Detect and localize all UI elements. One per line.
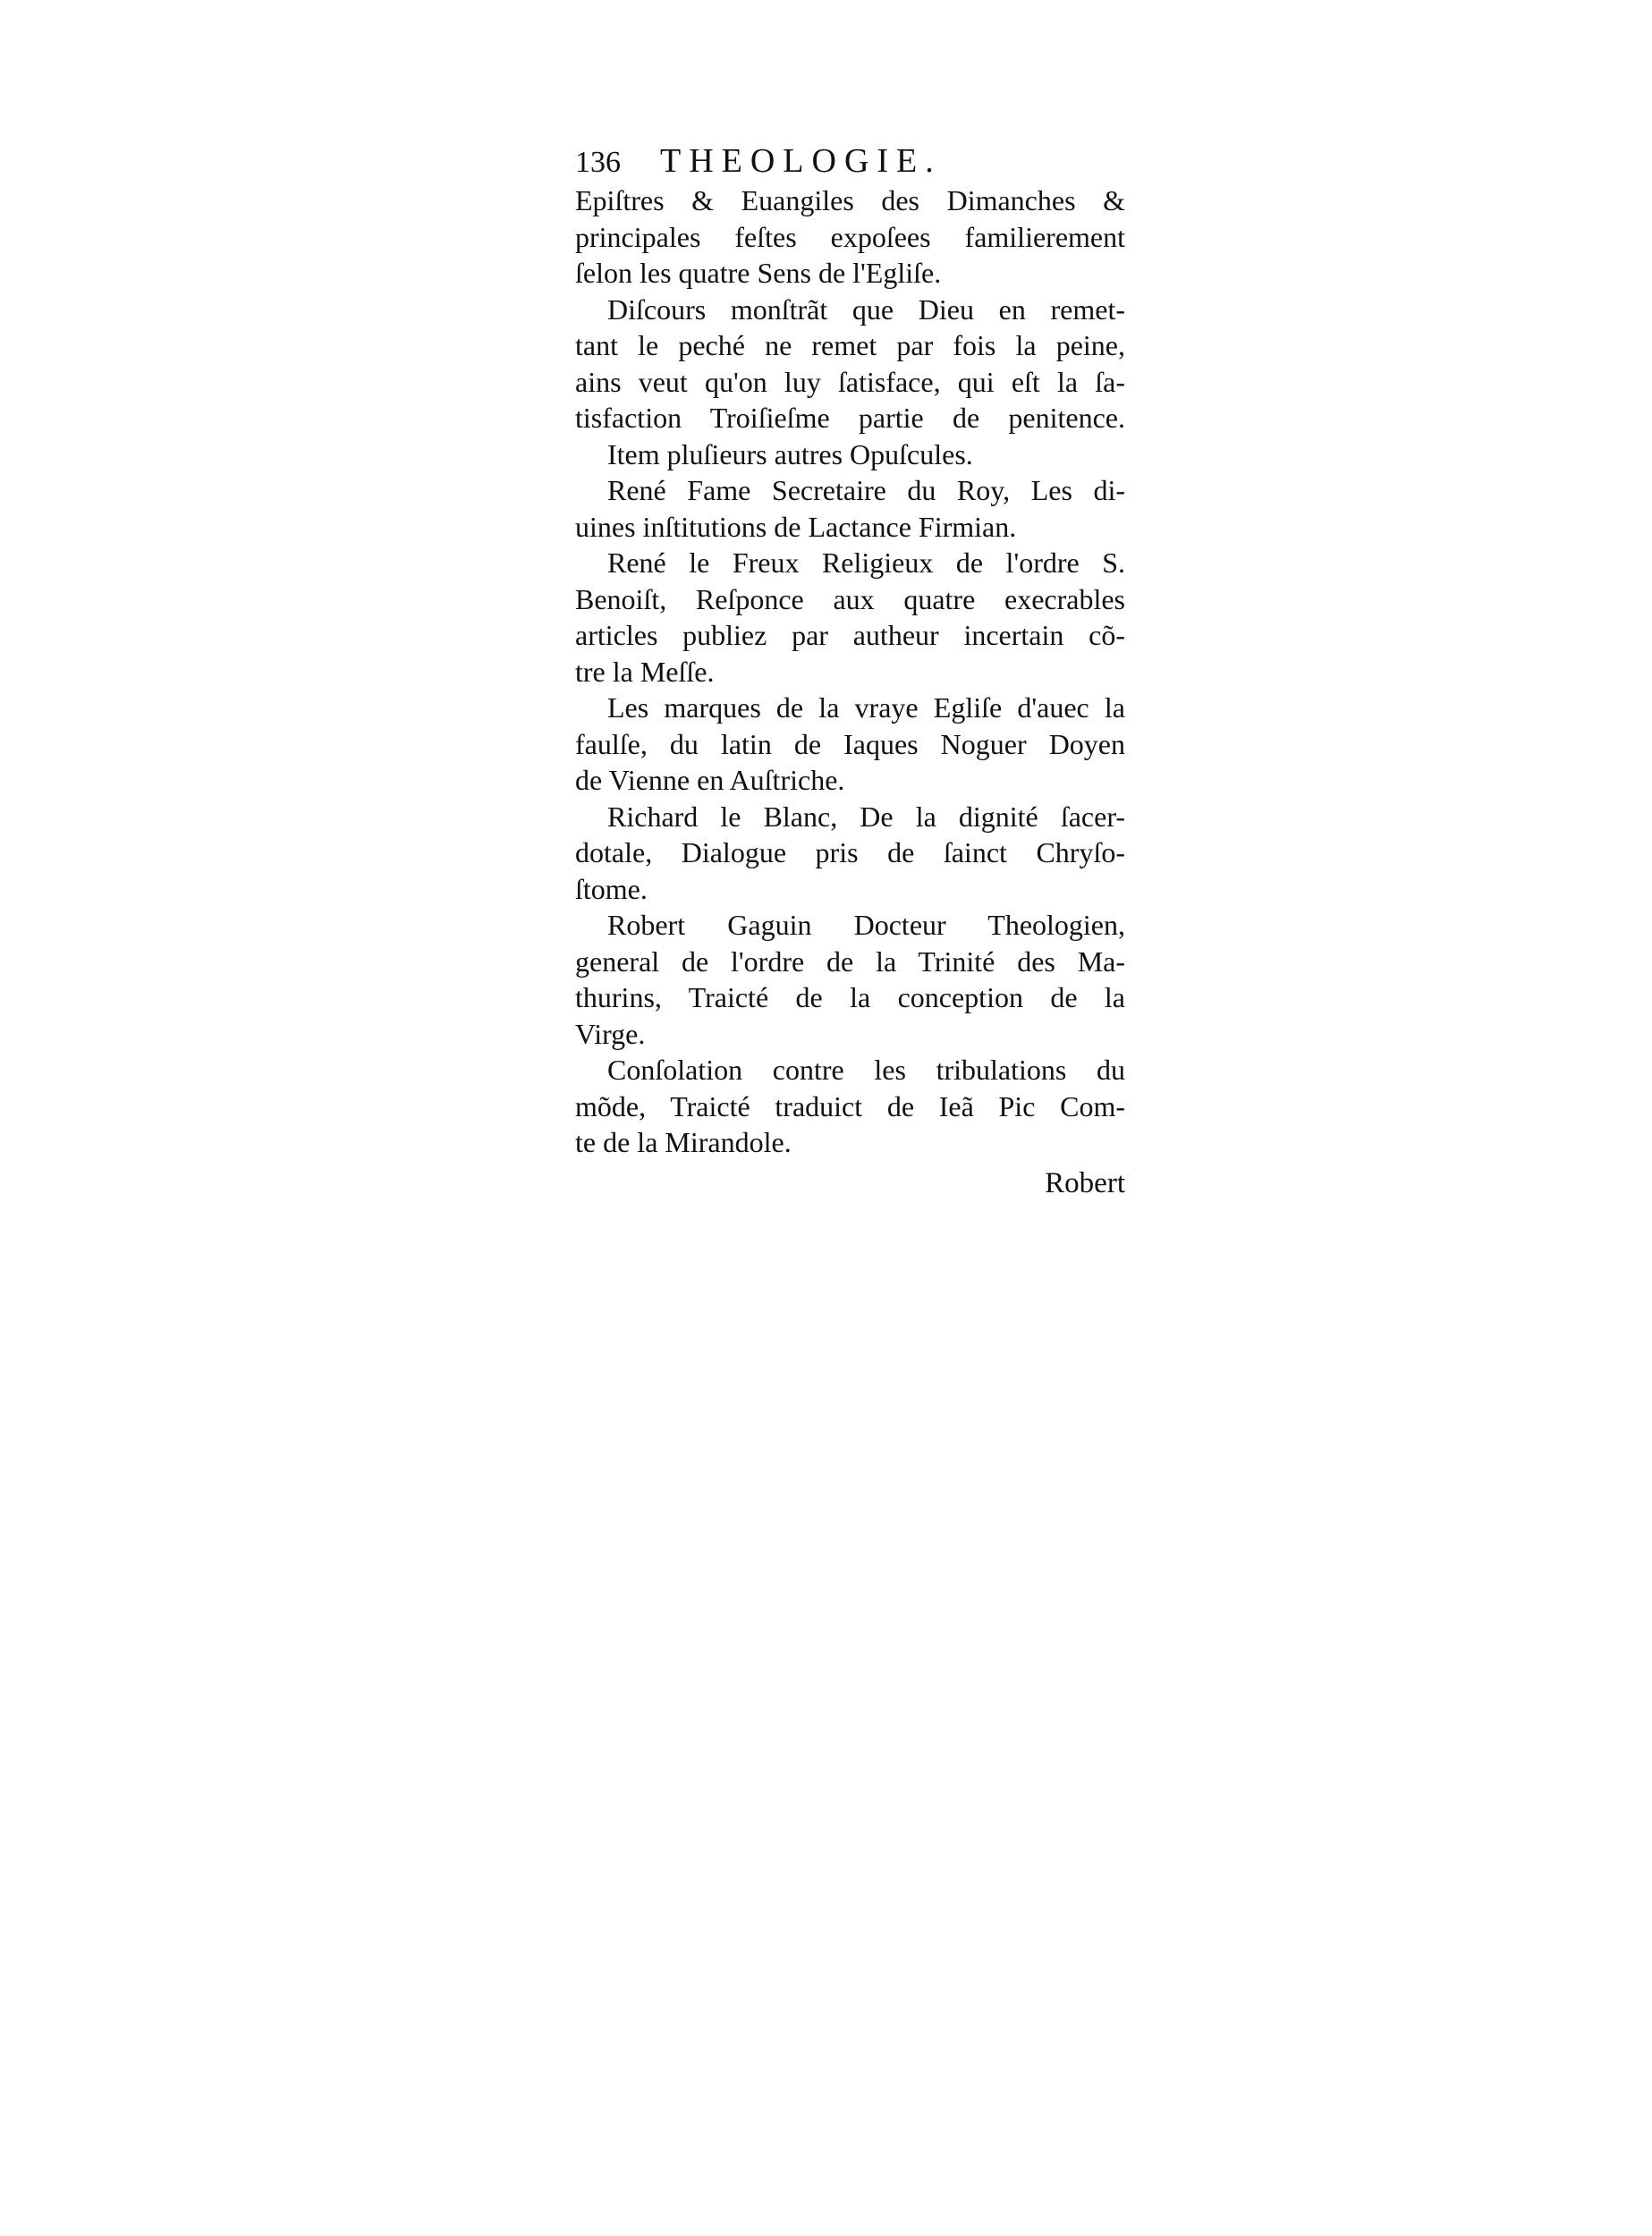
text-line: Benoiſt, Reſponce aux quatre execrables bbox=[575, 582, 1125, 615]
page-header bbox=[575, 141, 1125, 179]
entry-marques bbox=[575, 690, 1125, 799]
text-line: uines inſtitutions de Lactance Firmian. bbox=[575, 510, 1017, 543]
text-line: Robert Gaguin Docteur Theologien, bbox=[607, 909, 1125, 941]
text-line: mõde, Traicté traduict de Ieã Pic Com- bbox=[575, 1089, 1125, 1122]
text-line: thurins, Traicté de la conception de la bbox=[575, 981, 1125, 1013]
entry-opuscules bbox=[575, 436, 1125, 473]
text-line: Item pluſieurs autres Opuſcules. bbox=[607, 437, 973, 470]
text-line: ſelon les quatre Sens de l'Egliſe. bbox=[575, 257, 942, 289]
text-line: articles publiez par autheur incertain cõ- bbox=[575, 619, 1125, 651]
entry-robert-gaguin bbox=[575, 907, 1125, 1052]
text-line: René le Freux Religieux de l'ordre S. bbox=[607, 546, 1125, 579]
text-line: tre la Meſſe. bbox=[575, 655, 715, 688]
text-column bbox=[575, 141, 1125, 1202]
entry-epistres bbox=[575, 182, 1125, 292]
running-head: THEOLOGIE. bbox=[660, 142, 942, 180]
entry-richard-le-blanc bbox=[575, 799, 1125, 908]
text-line: ains veut qu'on luy ſatisface, qui eſt la ſa- bbox=[575, 365, 1125, 398]
text-line: principales feſtes expoſees familierement bbox=[575, 220, 1125, 253]
text-line: tisfaction Troiſieſme partie de penitence. bbox=[575, 402, 1125, 434]
text-line: Virge. bbox=[575, 1017, 646, 1050]
catchword: Robert bbox=[1045, 1166, 1125, 1199]
text-line: Diſcours monſtrãt que Dieu en remet- bbox=[607, 292, 1125, 326]
text-line: ſtome. bbox=[575, 872, 648, 905]
text-line: Epiſtres & Euangiles des Dimanches & bbox=[575, 184, 1125, 216]
entry-rene-le-freux bbox=[575, 545, 1125, 690]
text-line: de Vienne en Auſtriche. bbox=[575, 764, 845, 796]
text-line: Conſolation contre les tribulations du bbox=[607, 1054, 1125, 1086]
text-line: René Fame Secretaire du Roy, Les di- bbox=[607, 474, 1125, 506]
entry-rene-fame bbox=[575, 472, 1125, 545]
text-line: te de la Mirandole. bbox=[575, 1126, 792, 1158]
text-line: dotale, Dialogue pris de ſainct Chryſo- bbox=[575, 836, 1125, 868]
text-line: faulſe, du latin de Iaques Noguer Doyen bbox=[575, 727, 1125, 760]
page-number: 136 bbox=[575, 146, 621, 179]
entry-consolation bbox=[575, 1052, 1125, 1161]
text-line: general de l'ordre de la Trinité des Ma- bbox=[575, 944, 1125, 978]
text-line: Richard le Blanc, De la dignité ſacer- bbox=[607, 800, 1125, 833]
entry-discours bbox=[575, 292, 1125, 436]
text-line: Les marques de la vraye Egliſe d'auec la bbox=[607, 691, 1125, 724]
text-line: tant le peché ne remet par fois la peine, bbox=[575, 329, 1125, 361]
